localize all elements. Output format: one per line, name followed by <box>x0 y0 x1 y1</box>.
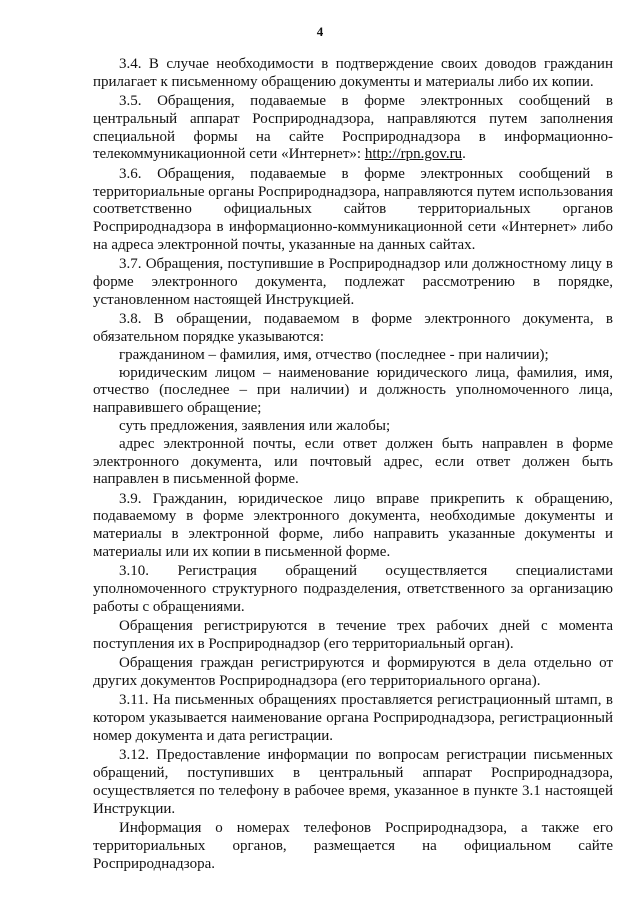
rpn-site-link[interactable]: http://rpn.gov.ru <box>364 146 463 163</box>
list-item-address: адрес электронной почты, если ответ должен быть направлен в форме электронного документа, или почтовый адрес, если ответ должен быть направлен в письменной форме. <box>93 435 613 488</box>
list-item-essence: суть предложения, заявления или жалобы; <box>119 417 391 434</box>
document-body <box>93 56 613 875</box>
paragraph-3-7: 3.7. Обращения, поступившие в Росприроднадзор или должностному лицу в форме электронного документа, подлежат рассмотрению в порядке, установленном настоящей Инструкцией. <box>93 256 613 308</box>
list-item-legal-entity: юридическим лицом – наименование юридического лица, фамилия, имя, отчество (последнее – при наличии) и должность уполномоченного лица, направившего обращение; <box>93 364 613 417</box>
paragraph-3-9: 3.9. Гражданин, юридическое лицо вправе прикрепить к обращению, подаваемому в форме электронного документа, необходимые документы и материалы в электронной форме, либо направить указанные документы и материалы или их копии в письменной форме. <box>93 490 613 561</box>
paragraph-3-12: 3.12. Предоставление информации по вопросам регистрации письменных обращений, поступивших в центральный аппарат Росприроднадзора, осуществляется по телефону в рабочее время, указанное в пункте 3.1 настоящей Инструкции. <box>93 747 613 817</box>
paragraph-3-11: 3.11. На письменных обращениях проставляется регистрационный штамп, в котором указывается наименование органа Росприроднадзора, регистрационный номер документа и дата регистрации. <box>93 692 613 744</box>
paragraph-3-8: 3.8. В обращении, подаваемом в форме электронного документа, в обязательном порядке указываются: <box>93 311 613 345</box>
paragraph-3-5 <box>93 93 613 164</box>
list-item-citizen: гражданином – фамилия, имя, отчество (последнее - при наличии); <box>119 346 549 363</box>
paragraph-3-10: 3.10. Регистрация обращений осуществляется специалистами уполномоченного структурного подразделения, ответственного за организацию работы с обращениями. <box>93 563 613 615</box>
paragraph-registration-term: Обращения регистрируются в течение трех рабочих дней с момента поступления их в Росприроднадзор (его территориальный орган). <box>93 618 613 652</box>
paragraph-3-5-end: . <box>462 146 466 163</box>
paragraph-3-4: 3.4. В случае необходимости в подтверждение своих доводов гражданин прилагает к письменному обращению документы и материалы либо их копии. <box>93 56 613 90</box>
paragraph-3-6: 3.6. Обращения, подаваемые в форме электронных сообщений в территориальные органы Росприроднадзора, направляются путем использования соответственно официальных сайтов территориальных органов Росприроднадзора в информационно-коммуникационной сети «Интернет» либо на адреса электронной почты, указанные на данных сайтах. <box>93 165 613 253</box>
paragraph-3-5-text: 3.5. Обращения, подаваемые в форме электронных сообщений в центральный аппарат Росприроднадзора, направляются путем заполнения специальной формы на сайте Росприроднадзора в информационно-телекоммуникационной сети «Интернет»: <box>93 93 613 163</box>
page-number: 4 <box>316 24 324 39</box>
paragraph-phone-info: Информация о номерах телефонов Росприроднадзора, а также его территориальных органов, размещается на официальном сайте Росприроднадзора. <box>93 819 613 872</box>
paragraph-registration-files: Обращения граждан регистрируются и формируются в дела отдельно от других документов Росприроднадзора (его территориального органа). <box>93 655 613 690</box>
